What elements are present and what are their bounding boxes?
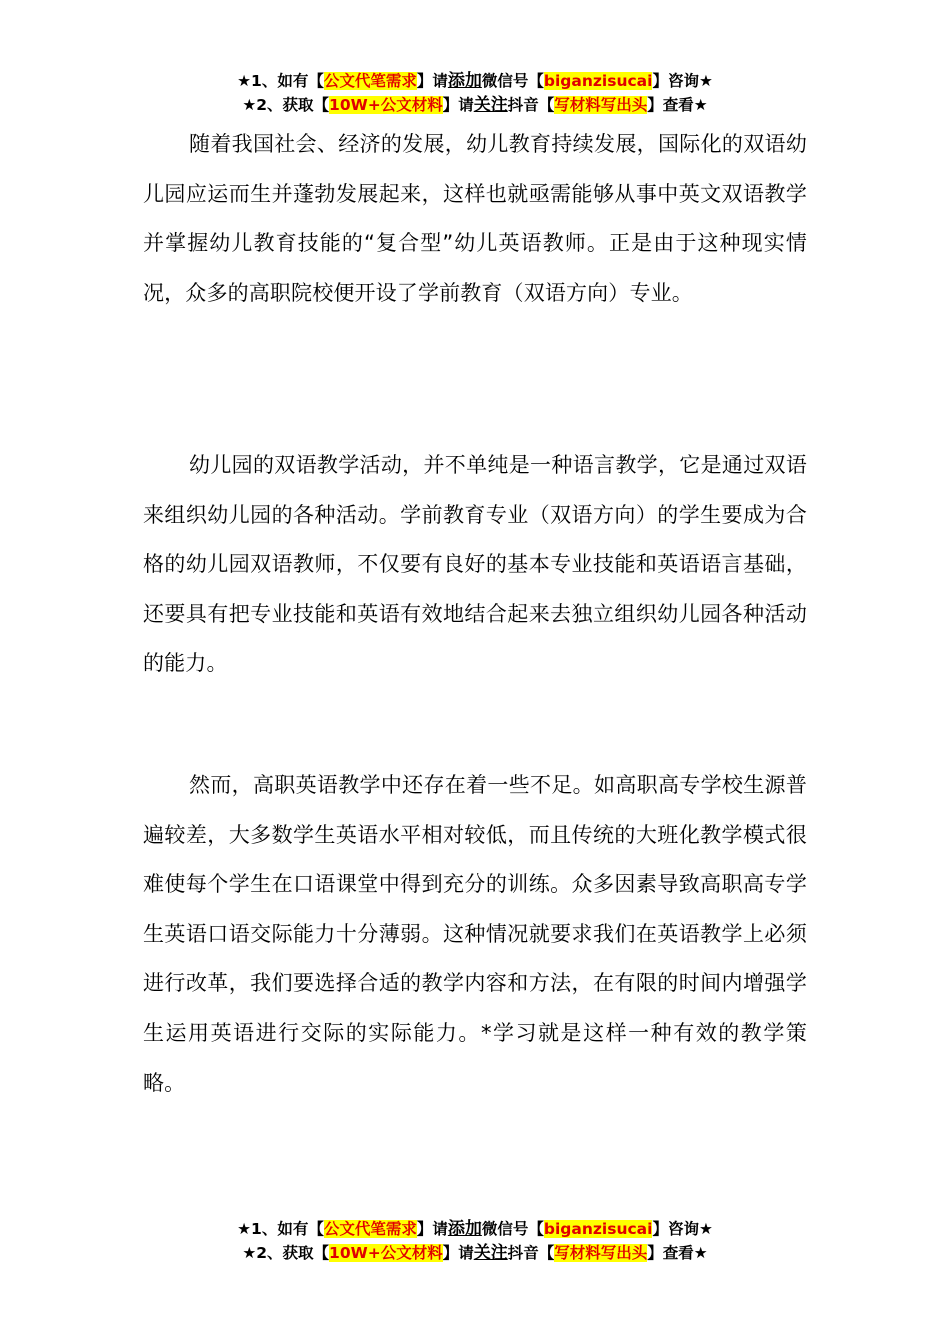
banner-text: 微信号【 — [481, 1220, 544, 1238]
banner-text: 】咨询 — [652, 1220, 699, 1238]
header-line-2 — [0, 93, 950, 117]
wechat-id-highlight: biganzisucai — [543, 72, 653, 90]
star-icon: ★ — [242, 96, 257, 114]
body-paragraph: 幼儿园的双语教学活动，并不单纯是一种语言教学，它是通过双语来组织幼儿园的各种活动。学前教育专业（双语方向）的学生要成为合格的幼儿园双语教师，不仅要有良好的基本专业技能和英语语言基础，还要具有把专业技能和英语有效地结合起来去独立组织幼儿园各种活动的能力。 — [143, 453, 807, 676]
footer-line-1 — [0, 1217, 950, 1241]
banner-text: 获取【 — [282, 96, 330, 114]
star-icon: ★ — [242, 1244, 257, 1262]
paragraph-1-block — [143, 120, 807, 318]
banner-text: 抖音【 — [507, 1244, 555, 1262]
banner-text: 】查看 — [647, 1244, 694, 1262]
banner-text: 抖音【 — [507, 96, 555, 114]
ghostwriting-highlight: 公文代笔需求 — [323, 72, 417, 90]
body-paragraph: 然而，高职英语教学中还存在着一些不足。如高职高专学校生源普遍较差，大多数学生英语水平相对较低，而且传统的大班化教学模式很难使每个学生在口语课堂中得到充分的训练。众多因素导致高职高专学生英语口语交际能力十分薄弱。这种情况就要求我们在英语教学上必须进行改革，我们要选择合适的教学内容和方法，在有限的时间内增强学生运用英语进行交际的实际能力。*学习就是这样一种有效的教学策略。 — [143, 773, 807, 1095]
header-banner — [0, 69, 950, 117]
star-icon: ★ — [237, 1220, 252, 1238]
banner-emphasis: 添加 — [447, 1219, 482, 1239]
banner-text: 】请 — [416, 1220, 448, 1238]
banner-emphasis: 关注 — [473, 95, 508, 115]
star-icon: ★ — [698, 1220, 713, 1238]
banner-text: 如有【 — [277, 72, 324, 90]
footer-banner — [0, 1217, 950, 1265]
banner-number: 1、 — [251, 1220, 278, 1238]
banner-emphasis: 添加 — [447, 71, 482, 91]
footer-line-2 — [0, 1241, 950, 1265]
douyin-account-highlight: 写材料写出头 — [554, 96, 648, 114]
banner-number: 1、 — [251, 72, 278, 90]
materials-highlight: 10W+公文材料 — [329, 1244, 443, 1262]
banner-text: 获取【 — [282, 1244, 330, 1262]
banner-text: 】请 — [442, 1244, 474, 1262]
paragraph-2-block — [143, 441, 807, 689]
banner-text: 】查看 — [647, 96, 694, 114]
banner-number: 2、 — [256, 1244, 283, 1262]
header-line-1 — [0, 69, 950, 93]
body-paragraph: 随着我国社会、经济的发展，幼儿教育持续发展，国际化的双语幼儿园应运而生并蓬勃发展起来，这样也就亟需能够从事中英文双语教学并掌握幼儿教育技能的“复合型”幼儿英语教师。正是由于这种现实情况，众多的高职院校便开设了学前教育（双语方向）专业。 — [143, 132, 807, 305]
douyin-account-highlight: 写材料写出头 — [554, 1244, 648, 1262]
star-icon: ★ — [698, 72, 713, 90]
star-icon: ★ — [693, 96, 708, 114]
banner-text: 】请 — [416, 72, 448, 90]
banner-text: 如有【 — [277, 1220, 324, 1238]
materials-highlight: 10W+公文材料 — [329, 96, 443, 114]
ghostwriting-highlight: 公文代笔需求 — [323, 1220, 417, 1238]
star-icon: ★ — [237, 72, 252, 90]
banner-text: 】请 — [442, 96, 474, 114]
banner-number: 2、 — [256, 96, 283, 114]
paragraph-3-block — [143, 761, 807, 1108]
banner-text: 】咨询 — [652, 72, 699, 90]
banner-emphasis: 关注 — [473, 1243, 508, 1263]
banner-text: 微信号【 — [481, 72, 544, 90]
star-icon: ★ — [693, 1244, 708, 1262]
wechat-id-highlight: biganzisucai — [543, 1220, 653, 1238]
